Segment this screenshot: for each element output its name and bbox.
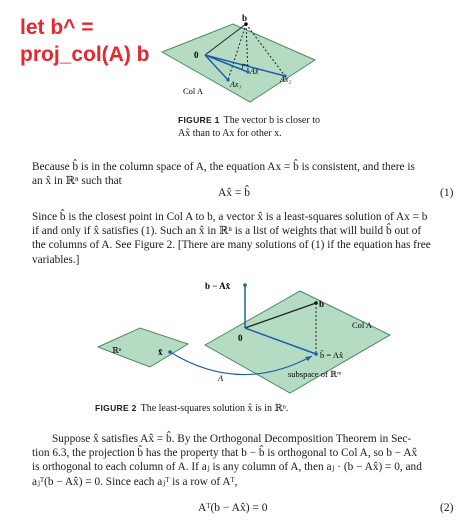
label-b: b [242,13,248,23]
annotation-note [20,14,150,68]
annotation-line-2: proj_col(A) b [20,43,150,66]
equation-1: Ax̂ = b̂ [218,187,251,199]
paragraph-3: Suppose x̂ satisfies Ax̂ = b̂. By the Orthogonal Decomposition Theorem in Sec- tion 6.3, the projection b̂ has the property that b − b̂ is orthogonal to Col A, so b − Ax̂ is orthogonal to each column of A. If aⱼ is any column of A, then aⱼ · (b − Ax̂) = 0, and aⱼᵀ(b − Ax̂) = 0. Since each aⱼᵀ is a row of Aᵀ, [32,433,422,488]
label-col-a-2: Col A [352,320,373,330]
figure-2-label: FIGURE 2 [95,403,137,413]
paragraph-2: Since b̂ is the closest point in Col A to b, a vector x̂ is a least-squares solution of Ax = b if and only if x̂ satisfies (1). Such an x̂ in ℝⁿ is a list of weights that will build b̂ out of the columns of A. See Figure 2. [There are many solutions of (1) if the equation has free variables.] [32,211,431,266]
label-col-a: Col A [183,86,204,96]
figure-2-diagram [90,275,400,395]
label-zero-2: 0 [238,333,243,343]
figure-1-label: FIGURE 1 [178,115,220,125]
label-xhat: x̂ [158,347,163,357]
label-a: A [218,373,224,383]
label-axhat: Ax̂ [250,67,259,76]
label-rn: ℝⁿ [112,346,122,355]
equation-2-number: (2) [440,502,454,514]
paragraph-1: Because b̂ is in the column space of A, the equation Ax = b̂ is consistent, and there is an x̂ in ℝⁿ such that [32,161,415,188]
label-bhat-axhat: b̂ = Ax̂ [320,350,344,360]
label-b-2: b [319,299,325,309]
label-subspace: subspace of ℝᵐ [288,369,342,379]
label-ax2: Ax₂ [280,75,292,84]
figure-1-caption: FIGURE 1 The vector b is closer to Ax̂ than to Ax for other x. [178,115,320,139]
label-zero: 0 [194,50,199,60]
figure-2-caption: FIGURE 2 The least-squares solution x̂ is in ℝⁿ. [95,403,289,414]
point-xhat [168,350,172,354]
annotation-line-1: let b^ = [20,16,94,39]
equation-2: Aᵀ(b − Ax̂) = 0 [198,502,268,514]
label-ax1: Ax₁ [230,80,242,89]
figure-1-diagram [150,10,325,110]
label-b-minus-axhat: b − Ax̂ [205,281,231,291]
equation-1-number: (1) [440,187,454,199]
